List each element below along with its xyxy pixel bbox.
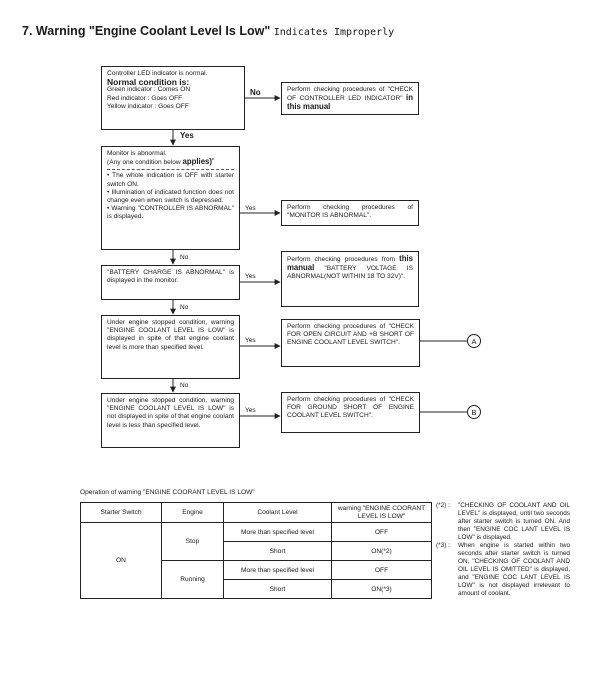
header-warning: warning "ENGINE COORANT LEVEL IS LOW" xyxy=(332,503,432,523)
action3-line2: "BATTERY VOLTAGE IS ABNORMAL(NOT WITHIN 18 TO 32V)". xyxy=(287,265,413,281)
action1-emph: in this manual xyxy=(287,93,413,112)
operation-table xyxy=(80,502,432,599)
ref-b-marker: B xyxy=(467,405,481,419)
footnote-2-text: "CHECKING OF COOLANT AND OIL LEVEL" is displayed, until two seconds after starter switch is turned ON. And then "ENGINE COC LANT LEVEL IS LOW" is displayed. xyxy=(458,502,570,541)
monitor-abnormal-box xyxy=(101,146,240,250)
action-check-controller-led xyxy=(281,82,419,115)
header-engine: Engine xyxy=(162,503,224,523)
title-suffix: Indicates Improperly xyxy=(273,27,395,38)
no-label-3: No xyxy=(180,304,189,311)
box2-line2: (Any one condition below xyxy=(107,159,181,167)
cell-starter-on: ON xyxy=(81,523,162,599)
footnote-3 xyxy=(436,542,570,598)
yes-label-1: Yes xyxy=(180,131,194,140)
table-caption: Operation of warning "ENGINE COORANT LEVEL IS LOW" xyxy=(80,489,255,496)
table-header-row xyxy=(81,503,432,523)
action-ground-short: Perform checking procedures of "CHECK FOR GROUND SHORT OF ENGINE COOLANT LEVEL SWITCH". xyxy=(281,392,420,433)
footnote-2 xyxy=(436,502,570,542)
cell-warning: ON(*3) xyxy=(332,580,432,599)
cell-warning: OFF xyxy=(332,523,432,542)
yes-label-4: Yes xyxy=(245,337,256,344)
cell-engine-running: Running xyxy=(162,561,224,599)
bullet-controller-abnormal: • Warning "CONTROLLER IS ABNORMAL" is displayed. xyxy=(107,205,234,221)
no-label-4: No xyxy=(180,382,189,389)
coolant-warning-displayed-box: Under engine stopped condition, warning "ENGINE COOLANT LEVEL IS LOW" is displayed in spite of that engine coolant level is more than specified level. xyxy=(101,315,240,379)
green-indicator-text: Green indicator : Comes ON xyxy=(107,86,191,94)
box1-line1: Controller LED indicator is normal. xyxy=(107,70,208,77)
yes-label-3: Yes xyxy=(245,273,256,280)
no-label-2: No xyxy=(180,254,189,261)
action3-line1: Perform checking procedures from xyxy=(287,256,395,263)
yes-label-5: Yes xyxy=(245,407,256,414)
bullet-illumination: • Illumination of indicated function does not change even when switch is depressed. xyxy=(107,188,234,205)
ref-a-marker: A xyxy=(467,334,481,348)
bullet-indication-off: • The whole indication is OFF with starter switch ON. xyxy=(107,172,234,188)
coolant-warning-not-displayed-box: Under engine stopped condition, warning "ENGINE COOLANT LEVEL IS LOW" is not displayed in spite of that engine coolant level is less than specified level. xyxy=(101,393,240,448)
battery-charge-box: "BATTERY CHARGE IS ABNORMAL" is displayed in the monitor. xyxy=(101,265,240,300)
title-main: Warning "Engine Coolant Level Is Low" xyxy=(35,24,271,38)
no-label-1: No xyxy=(250,88,261,97)
cell-level: Short xyxy=(224,580,332,599)
action-monitor-abnormal: Perform checking procedures of "MONITOR IS ABNORMAL". xyxy=(281,200,419,226)
footnote-3-text: When engine is started within two seconds after starter switch is turned ON, "CHECKING OF COOLANT AND OIL LEVEL IS OMITTED" is displayed, and "ENGINE COC LANT LEVEL IS LOW" is not displayed irrelevant to amount of coolant. xyxy=(458,542,570,597)
footnotes xyxy=(436,502,570,598)
cell-level: More than specified level xyxy=(224,523,332,542)
cell-warning: OFF xyxy=(332,561,432,580)
yes-label-2: Yes xyxy=(245,205,256,212)
controller-led-box xyxy=(101,66,245,130)
header-starter-switch: Starter Switch xyxy=(81,503,162,523)
cell-level: Short xyxy=(224,542,332,561)
footnote-2-key: (*2) : xyxy=(436,502,450,509)
action1-text: Perform checking procedures of "CHECK OF CONTROLLER LED INDICATOR" xyxy=(287,86,413,103)
yellow-indicator-text: Yellow indicator : Goes OFF xyxy=(107,102,189,110)
footnote-3-key: (*3) : xyxy=(436,542,450,549)
dashed-divider xyxy=(107,169,234,170)
cell-level: More than specified level xyxy=(224,561,332,580)
box2-applies: applies)' xyxy=(182,157,214,167)
action3-emph: this manual xyxy=(287,254,413,273)
red-indicator-text: Red indicator : Goes OFF xyxy=(107,94,183,102)
normal-condition-heading: Normal condition is: xyxy=(107,77,190,88)
cell-warning: ON(*2) xyxy=(332,542,432,561)
action-open-circuit: Perform checking procedures of "CHECK FOR OPEN CIRCUIT AND +B SHORT OF ENGINE COOLANT LEVEL SWITCH". xyxy=(281,319,420,367)
cell-engine-stop: Stop xyxy=(162,523,224,561)
table-row xyxy=(81,523,432,542)
section-number: 7. xyxy=(22,24,33,38)
header-coolant-level: Coolant Level xyxy=(224,503,332,523)
box2-line1: Monitor is abnormal. xyxy=(107,150,167,157)
action-battery-voltage xyxy=(281,251,419,307)
